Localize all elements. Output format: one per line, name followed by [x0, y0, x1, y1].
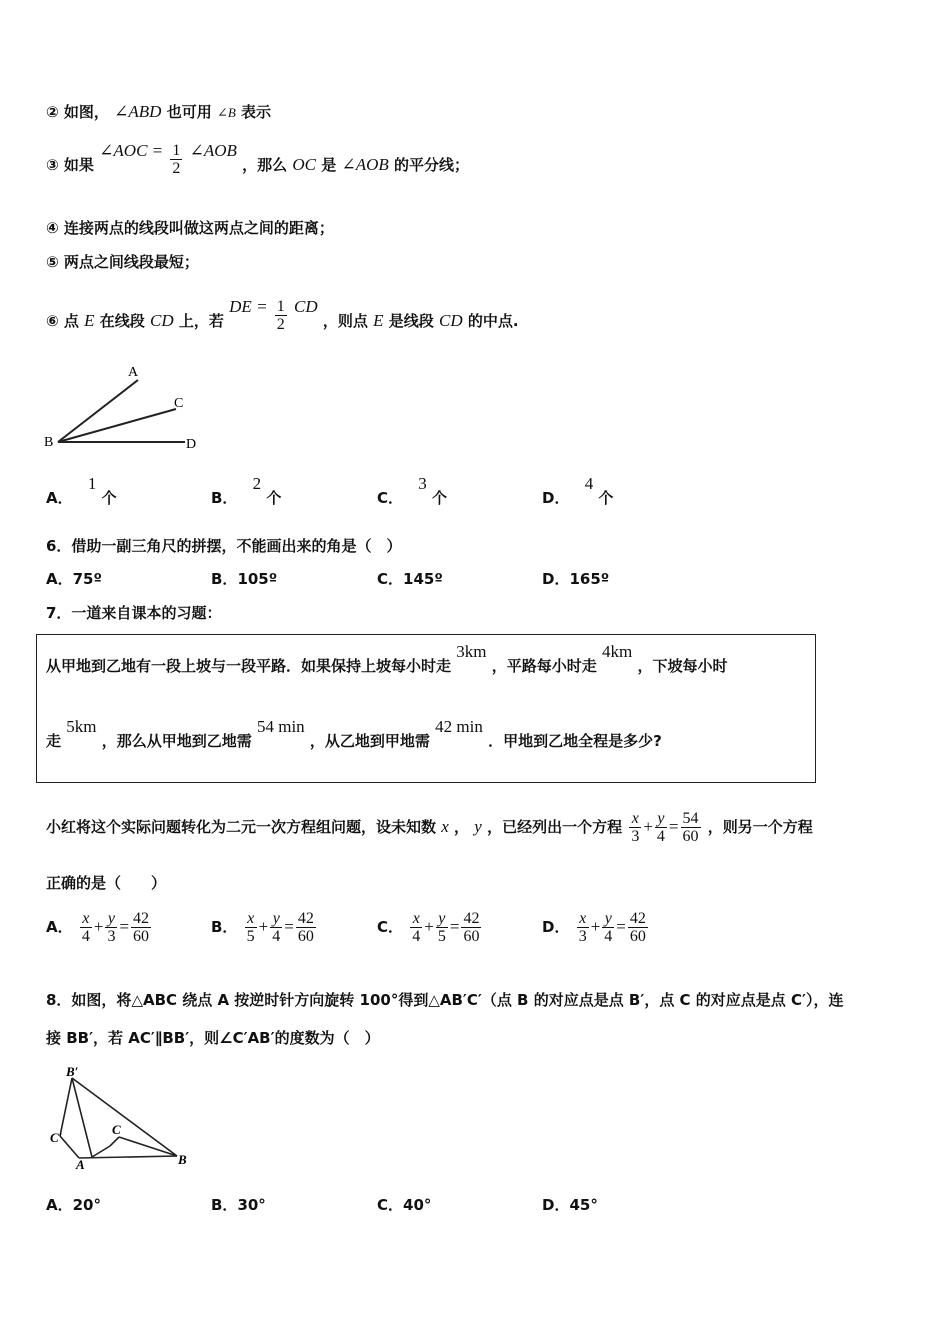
statement-3-mid: ，那么 [242, 156, 288, 174]
figure-angle-rays [40, 360, 210, 455]
label-c: C [112, 1122, 121, 1137]
q8-option-b[interactable]: B．30° [211, 1196, 266, 1214]
seg-b1-c1 [60, 1078, 72, 1136]
seg-c-mid [110, 1137, 119, 1146]
statement-2 [46, 102, 271, 123]
statement-6-e2: E [373, 311, 384, 330]
label-b-prime: B′ [66, 1064, 79, 1079]
q7-box-line-1: 从甲地到乙地有一段上坡与一段平路．如果保持上坡每小时走 3km ，平路每小时走 4km ，下坡每小时 [46, 642, 728, 675]
statement-6-e: E [84, 311, 95, 330]
q7-stem: 7．一道来自课本的习题： [46, 604, 222, 622]
q8-option-a[interactable]: A．20° [46, 1196, 101, 1214]
statement-6-t1: 在线段 [99, 312, 145, 330]
statement-3-lhs: ∠AOC = [99, 141, 164, 160]
figure-rotation [40, 1060, 200, 1172]
q7-option-b[interactable]: B． $\frac{x}{5}$ + $\frac{y}{4}$ = $\frac{42}{60}$ [211, 910, 314, 945]
statement-6 [46, 297, 519, 339]
statement-6-rhs: CD [294, 297, 318, 316]
label-a: A [76, 1157, 85, 1172]
statement-3-prefix: ③ 如果 [46, 156, 94, 174]
ray-bc [58, 409, 176, 442]
seg-c-b [119, 1137, 177, 1156]
label-b: B [44, 435, 54, 450]
q5-option-b[interactable]: B． 2 个 [211, 474, 282, 507]
q6-option-d[interactable]: D．165º [542, 570, 610, 588]
label-a: A [128, 365, 139, 380]
q8-option-c[interactable]: C．40° [377, 1196, 432, 1214]
statement-2-prefix: ② 如图， [46, 103, 109, 121]
statement-6-t5: 的中点. [467, 312, 519, 330]
statement-3-is: 是 [321, 156, 337, 174]
statement-2-sym: ∠B [216, 105, 236, 120]
statement-3-rhs: ∠AOB [189, 141, 237, 160]
statement-2-mid: 也可用 [166, 103, 212, 121]
q8-stem-line-2: 接 BB′，若 AC′∥BB′，则∠C′AB′的度数为（ ） [46, 1029, 380, 1047]
label-d: D [186, 437, 197, 452]
q7-paragraph: 小红将这个实际问题转化为二元一次方程组问题，设未知数 x ， y ，已经列出一个方程 $\frac{x}{3}$ + $\frac{y}{4}$ = $\frac{54}{60}$ ，则另一个方程 [46, 810, 813, 845]
seg-a-c [92, 1146, 110, 1157]
q5-option-a[interactable]: A． 1 个 [46, 474, 117, 507]
time-forward: 54 min [256, 717, 305, 736]
time-return: 42 min [435, 717, 483, 736]
statement-6-t4: 是线段 [388, 312, 434, 330]
q6-option-a[interactable]: A．75º [46, 570, 102, 588]
speed-uphill: 3km [456, 642, 487, 661]
statement-6-den: 2 [276, 316, 285, 333]
statement-6-lhs: DE = [229, 297, 268, 316]
seg-c1-a [60, 1136, 79, 1158]
statement-3-aob: ∠AOB [341, 155, 389, 174]
label-c: C [174, 396, 184, 411]
speed-flat: 4km [601, 642, 633, 661]
q7-paragraph-2: 正确的是（ ） [46, 874, 167, 892]
statement-6-t3: ，则点 [322, 312, 368, 330]
q8-option-d[interactable]: D．45° [542, 1196, 598, 1214]
statement-3-suffix: 的平分线； [394, 156, 470, 174]
speed-downhill: 5km [66, 717, 97, 736]
q8-stem-line-1: 8．如图，将△ABC 绕点 A 按逆时针方向旋转 100°得到△AB′C′（点 B 的对应点是点 B′，点 C 的对应点是点 C′），连 [46, 991, 844, 1009]
statement-2-suffix: 表示 [241, 103, 272, 121]
q6-option-c[interactable]: C．145º [377, 570, 443, 588]
q5-option-c[interactable]: C． 3 个 [377, 474, 447, 507]
q6-stem: 6．借助一副三角尺的拼摆，不能画出来的角是（ ） [46, 537, 402, 555]
statement-4: ④ 连接两点的线段叫做这两点之间的距离； [46, 219, 334, 237]
statement-6-prefix: ⑥ 点 [46, 312, 79, 330]
statement-6-t2: 上，若 [178, 312, 224, 330]
q7-option-a[interactable]: A． $\frac{x}{4}$ + $\frac{y}{3}$ = $\frac{42}{60}$ [46, 910, 150, 945]
statement-5: ⑤ 两点之间线段最短； [46, 253, 199, 271]
label-c-prime: C′ [50, 1130, 63, 1145]
q7-box-line-2: 走 5km ，那么从甲地到乙地需 54 min ，从乙地到甲地需 42 min ．甲地到乙地全程是多少? [46, 717, 662, 750]
seg-b1-b [72, 1078, 177, 1156]
ray-ba [58, 380, 138, 442]
q6-option-b[interactable]: B．105º [211, 570, 278, 588]
statement-2-angle: ∠ABD [114, 102, 162, 121]
q7-option-d[interactable]: D． $\frac{x}{3}$ + $\frac{y}{4}$ = $\frac{42}{60}$ [542, 910, 646, 945]
statement-3-num: 1 [172, 142, 181, 159]
statement-3-oc: OC [292, 155, 317, 174]
q7-option-c[interactable]: C． $\frac{x}{4}$ + $\frac{y}{5}$ = $\frac{42}{60}$ [377, 910, 480, 945]
statement-3 [46, 141, 470, 183]
q5-option-d[interactable]: D． 4 个 [542, 474, 614, 507]
label-b: B [178, 1152, 187, 1167]
statement-6-cd: CD [150, 311, 174, 330]
statement-6-num: 1 [276, 298, 285, 315]
statement-3-den: 2 [172, 160, 181, 177]
statement-6-cd2: CD [439, 311, 463, 330]
